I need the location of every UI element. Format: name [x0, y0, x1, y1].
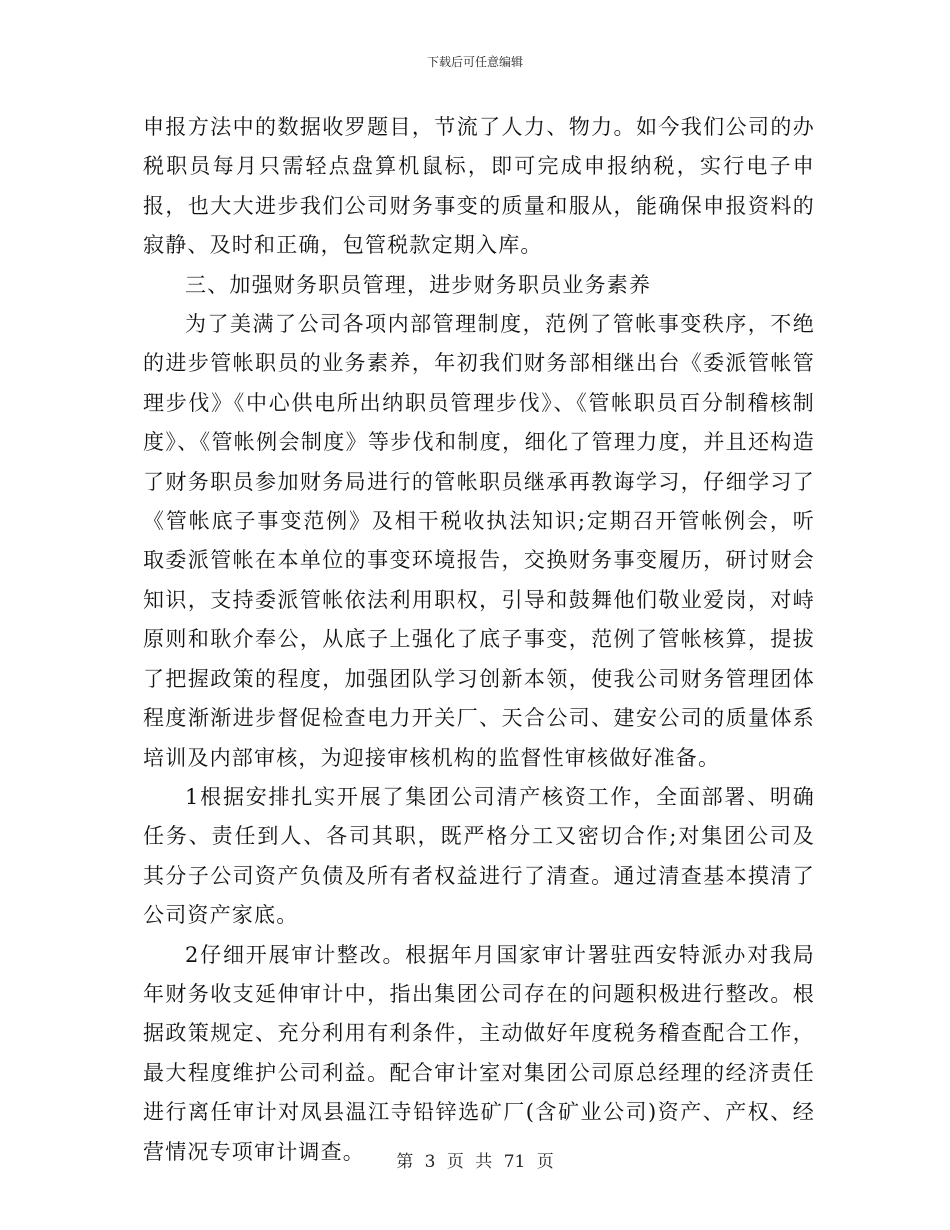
paragraph-2: 为了美满了公司各项内部管理制度，范例了管帐事变秩序，不绝的进步管帐职员的业务素养，年初我们财务部相继出台《委派管帐管理步伐》《中心供电所出纳职员管理步伐》、《管帐职员百分制稽核制度》、《管帐例会制度》等步伐和制度，细化了管理力度，并且还构造了财务职员参加财务局进行的管帐职员继承再教诲学习，仔细学习了《管帐底子事变范例》及相干税收执法知识;定期召开管帐例会，听取委派管帐在本单位的事变环境报告，交换财务事变履历，研讨财会知识，支持委派管帐依法利用职权，引导和鼓舞他们敬业爱岗，对峙原则和耿介奉公，从底子上强化了底子事变，范例了管帐核算，提拔了把握政策的程度，加强团队学习创新本领，使我公司财务管理团体程度渐渐进步督促检查电力开关厂、天合公司、建安公司的质量体系培训及内部审核，为迎接审核机构的监督性审核做好准备。: [143, 312, 815, 770]
paragraph-4: 2仔细开展审计整改。根据年月国家审计署驻西安特派办对我局年财务收支延伸审计中，指出集团公司存在的问题积极进行整改。根据政策规定、充分利用有利条件，主动做好年度税务稽查配合工作，最大程度维护公司利益。配合审计室对集团公司原总经理的经济责任进行离任审计对凤县温江寺铅锌选矿厂(含矿业公司)资产、产权、经营情况专项审计调查。: [143, 942, 815, 1164]
page-header-note: 下载后可任意编辑: [426, 55, 523, 69]
section-heading: 三、加强财务职员管理，进步财务职员业务素养: [185, 272, 652, 297]
page-number: 第 3 页 共 71 页: [396, 1152, 554, 1172]
paragraph-1: 申报方法中的数据收罗题目，节流了人力、物力。如今我们公司的办税职员每月只需轻点盘算机鼠标，即可完成申报纳税，实行电子申报，也大大进步我们公司财务事变的质量和服从，能确保申报资料的寂静、及时和正确，包管税款定期入库。: [143, 115, 815, 258]
document-body: [143, 108, 815, 1172]
paragraph-3: 1根据安排扎实开展了集团公司清产核资工作，全面部署、明确任务、责任到人、各司其职，既严格分工又密切合作;对集团公司及其分子公司资产负债及所有者权益进行了清查。通过清查基本摸清了公司资产家底。: [143, 784, 815, 928]
